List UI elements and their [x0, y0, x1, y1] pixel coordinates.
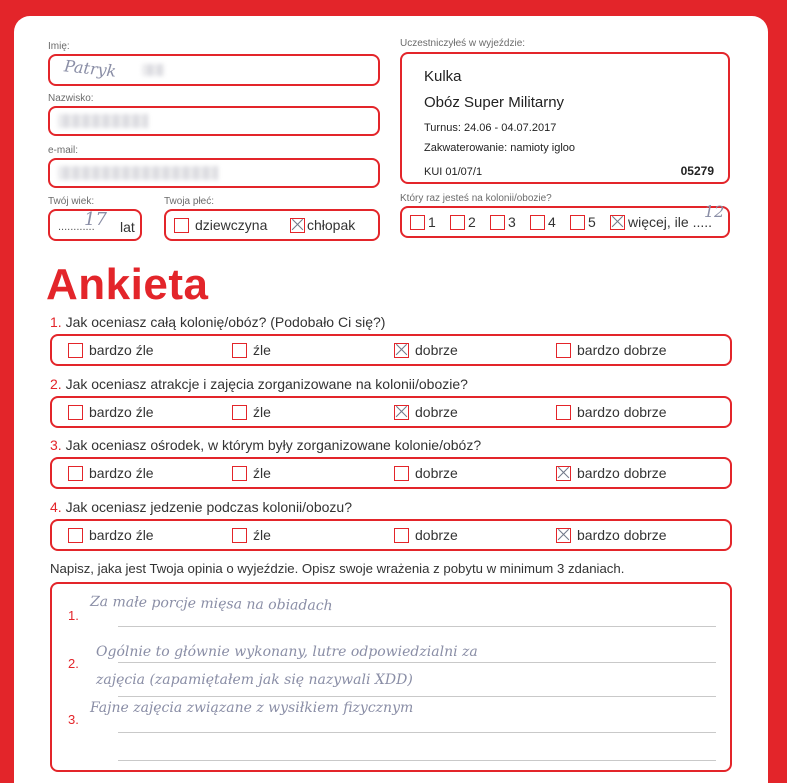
- answer-row-4: [50, 519, 732, 551]
- checkbox[interactable]: [450, 215, 465, 230]
- times-option[interactable]: [450, 214, 476, 230]
- times-value: 12: [704, 202, 725, 221]
- option-label: 5: [588, 214, 596, 230]
- question-number: 1.: [50, 314, 62, 330]
- option-label: więcej, ile .....: [628, 214, 713, 230]
- question-1: [50, 314, 385, 330]
- answer-option[interactable]: [68, 404, 154, 420]
- answer-option[interactable]: [394, 342, 458, 358]
- opinion-line-2: Ogólnie to głównie wykonany, lutre odpowiedzialni za: [96, 644, 478, 660]
- trip-code: KUI 01/07/1: [424, 166, 483, 178]
- option-label: źle: [253, 527, 271, 543]
- checkbox[interactable]: [232, 466, 247, 481]
- checkbox[interactable]: [394, 466, 409, 481]
- checkbox-checked[interactable]: [556, 528, 571, 543]
- opinion-line-2b: zajęcia (zapamiętałem jak się nazywali XDD): [96, 672, 413, 688]
- question-4: [50, 499, 352, 515]
- question-number: 2.: [50, 376, 62, 392]
- answer-option[interactable]: [394, 527, 458, 543]
- checkbox[interactable]: [394, 528, 409, 543]
- age-field[interactable]: [48, 209, 142, 241]
- question-text: Jak oceniasz ośrodek, w którym były zorganizowane kolonie/obóz?: [65, 437, 482, 453]
- last-name-label: Nazwisko:: [48, 93, 94, 104]
- times-field: [400, 202, 730, 238]
- turnus-label: Turnus:: [424, 122, 461, 134]
- turnus-value: 24.06 - 04.07.2017: [463, 122, 557, 134]
- option-label: bardzo dobrze: [577, 527, 667, 543]
- answer-option[interactable]: [68, 527, 154, 543]
- ruled-line: [118, 696, 716, 697]
- checkbox-checked[interactable]: [556, 466, 571, 481]
- option-label: 1: [428, 214, 436, 230]
- answer-option[interactable]: [232, 404, 271, 420]
- question-text: Jak oceniasz całą kolonię/obóz? (Podobało Ci się?): [65, 314, 386, 330]
- ruled-line: [118, 662, 716, 663]
- option-label: dziewczyna: [195, 217, 268, 233]
- checkbox[interactable]: [410, 215, 425, 230]
- turnus-row: [424, 122, 556, 134]
- age-label: Twój wiek:: [48, 196, 95, 207]
- line-number: 2.: [68, 656, 79, 671]
- checkbox[interactable]: [174, 218, 189, 233]
- answer-option[interactable]: [232, 465, 271, 481]
- checkbox[interactable]: [490, 215, 505, 230]
- first-name-label: Imię:: [48, 41, 70, 52]
- first-name-value: Patryk: [63, 56, 118, 81]
- redacted-scribble: [142, 64, 164, 76]
- trip-number: 05279: [680, 164, 714, 178]
- accommodation-value: namioty igloo: [510, 142, 576, 154]
- opinion-line-1: Za małe porcje mięsa na obiadach: [89, 593, 333, 615]
- trip-label: Uczestniczyłeś w wyjeździe:: [400, 38, 526, 49]
- first-name-field[interactable]: [48, 54, 380, 86]
- opinion-line-3: Fajne zajęcia związane z wysiłkiem fizycznym: [90, 700, 414, 716]
- option-label: 3: [508, 214, 516, 230]
- ruled-line: [118, 760, 716, 761]
- trip-name: Kulka: [424, 68, 462, 85]
- times-option[interactable]: [570, 214, 596, 230]
- checkbox[interactable]: [232, 343, 247, 358]
- checkbox[interactable]: [68, 466, 83, 481]
- line-number: 1.: [68, 608, 79, 623]
- question-text: Jak oceniasz jedzenie podczas kolonii/obozu?: [65, 499, 352, 515]
- option-label: dobrze: [415, 404, 458, 420]
- question-2: [50, 376, 468, 392]
- times-option[interactable]: [490, 214, 516, 230]
- times-option[interactable]: [530, 214, 556, 230]
- question-3: [50, 437, 481, 453]
- trip-card: [400, 52, 730, 184]
- option-label: bardzo źle: [89, 404, 154, 420]
- option-label: chłopak: [307, 217, 356, 233]
- option-label: źle: [253, 465, 271, 481]
- option-label: 4: [548, 214, 556, 230]
- answer-option[interactable]: [68, 342, 154, 358]
- answer-option[interactable]: [394, 465, 458, 481]
- checkbox-checked[interactable]: [394, 343, 409, 358]
- answer-option[interactable]: [68, 465, 154, 481]
- times-option[interactable]: [410, 214, 436, 230]
- age-dots: ............: [58, 221, 95, 233]
- checkbox[interactable]: [68, 405, 83, 420]
- checkbox[interactable]: [556, 343, 571, 358]
- answer-option[interactable]: [232, 527, 271, 543]
- opinion-box[interactable]: [50, 582, 732, 772]
- option-label: dobrze: [415, 342, 458, 358]
- checkbox[interactable]: [68, 528, 83, 543]
- checkbox-checked[interactable]: [290, 218, 305, 233]
- survey-sheet: [14, 16, 768, 783]
- checkbox[interactable]: [68, 343, 83, 358]
- question-text: Jak oceniasz atrakcje i zajęcia zorganizowane na kolonii/obozie?: [65, 376, 468, 392]
- option-label: źle: [253, 342, 271, 358]
- option-label: źle: [253, 404, 271, 420]
- gender-option-male[interactable]: [290, 217, 355, 233]
- option-label: dobrze: [415, 527, 458, 543]
- age-unit: lat: [120, 219, 135, 235]
- times-option-more[interactable]: [610, 214, 712, 230]
- option-label: bardzo dobrze: [577, 404, 667, 420]
- accommodation-row: [424, 142, 575, 154]
- gender-label: Twoja płeć:: [164, 196, 215, 207]
- age-value: 17: [84, 209, 107, 230]
- gender-option-female[interactable]: [174, 217, 267, 233]
- option-label: bardzo źle: [89, 465, 154, 481]
- answer-option[interactable]: [556, 465, 667, 481]
- question-number: 3.: [50, 437, 62, 453]
- email-field[interactable]: [48, 158, 380, 188]
- answer-option[interactable]: [394, 404, 458, 420]
- checkbox-checked[interactable]: [394, 405, 409, 420]
- times-label: Który raz jesteś na kolonii/obozie?: [400, 193, 552, 204]
- option-label: 2: [468, 214, 476, 230]
- answer-row-2: [50, 396, 732, 428]
- opinion-prompt: Napisz, jaka jest Twoja opinia o wyjeździe. Opisz swoje wrażenia z pobytu w minimum 3 zdaniach.: [50, 561, 625, 576]
- option-label: bardzo dobrze: [577, 342, 667, 358]
- answer-row-1: [50, 334, 732, 366]
- answer-option[interactable]: [556, 527, 667, 543]
- camp-name: Obóz Super Militarny: [424, 94, 565, 111]
- survey-title: Ankieta: [46, 260, 209, 309]
- ruled-line: [118, 626, 716, 627]
- email-label: e-mail:: [48, 145, 79, 156]
- option-label: dobrze: [415, 465, 458, 481]
- answer-option[interactable]: [556, 404, 667, 420]
- checkbox[interactable]: [232, 405, 247, 420]
- checkbox-checked[interactable]: [610, 215, 625, 230]
- checkbox[interactable]: [570, 215, 585, 230]
- option-label: bardzo źle: [89, 342, 154, 358]
- checkbox[interactable]: [530, 215, 545, 230]
- ruled-line: [118, 732, 716, 733]
- answer-option[interactable]: [556, 342, 667, 358]
- option-label: bardzo dobrze: [577, 465, 667, 481]
- checkbox[interactable]: [232, 528, 247, 543]
- question-number: 4.: [50, 499, 62, 515]
- answer-option[interactable]: [232, 342, 271, 358]
- gender-field: [164, 209, 380, 241]
- line-number: 3.: [68, 712, 79, 727]
- option-label: bardzo źle: [89, 527, 154, 543]
- answer-row-3: [50, 457, 732, 489]
- checkbox[interactable]: [556, 405, 571, 420]
- redacted-email: [58, 166, 218, 180]
- redacted-last-name: [58, 114, 148, 128]
- accommodation-label: Zakwaterowanie:: [424, 142, 508, 154]
- last-name-field[interactable]: [48, 106, 380, 136]
